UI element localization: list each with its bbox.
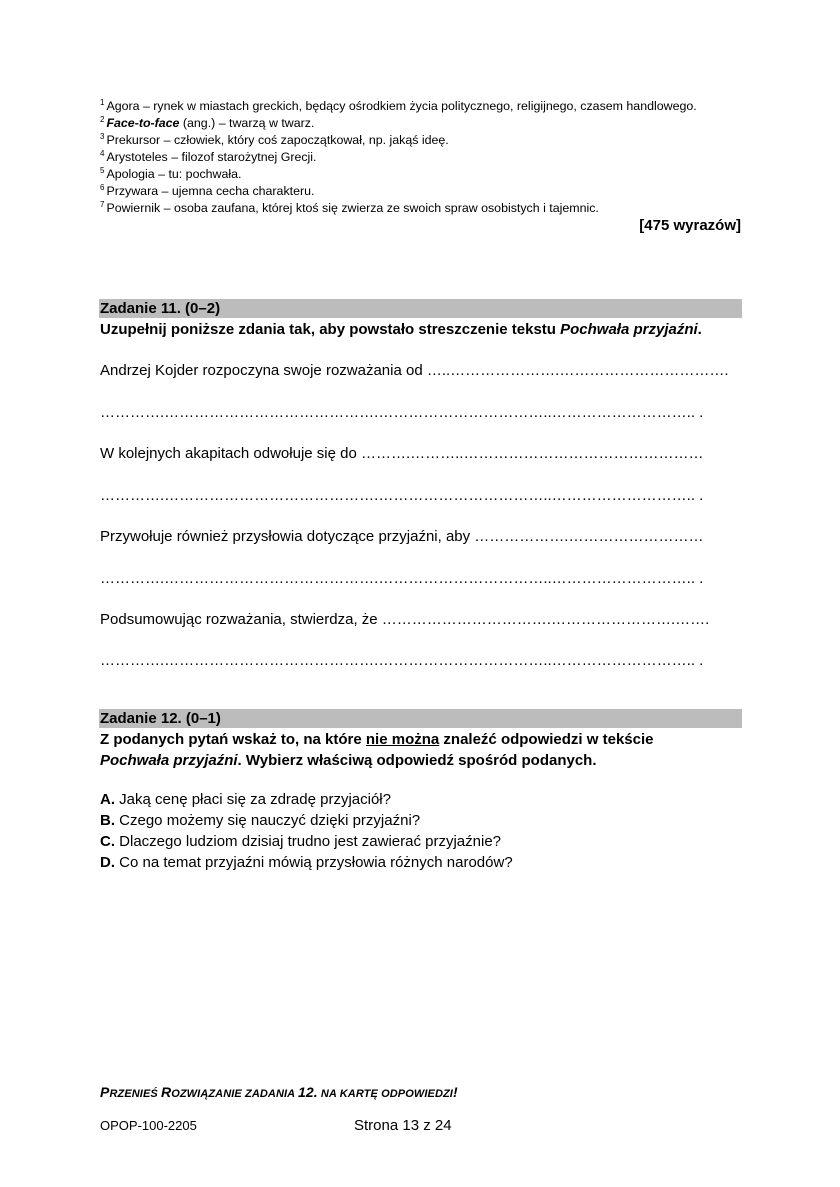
transfer-cap: R: [160, 1084, 172, 1100]
transfer-smallcaps: NA KARTĘ ODPOWIEDZI: [317, 1088, 453, 1100]
transfer-cap: !: [452, 1084, 458, 1100]
option-text: Dlaczego ludziom dzisiaj trudno jest zawierać przyjaźnie?: [115, 833, 502, 850]
instruction-text: Uzupełnij poniższe zdania tak, aby powstało streszczenie tekstu: [100, 321, 561, 338]
footnote-definition: – człowiek, który coś zapoczątkował, np. jakąś ideę.: [160, 133, 449, 147]
exam-code: OPOP-100-2205: [100, 1118, 197, 1133]
footnote-number: 7: [100, 200, 105, 209]
answer-line-6[interactable]: ………….…………………………………….……………………………..……………………….. .: [100, 570, 704, 587]
footnote-number: 3: [100, 132, 105, 141]
footnote-7: [100, 200, 760, 217]
instruction-text: .: [697, 321, 702, 338]
footnote-5: [100, 166, 760, 183]
answer-line-8[interactable]: ………….…………………………………….……………………………..……………………….. .: [100, 652, 704, 669]
footnote-number: 1: [100, 98, 105, 107]
option-letter: D.: [100, 854, 115, 871]
answer-options: [100, 789, 745, 873]
footnote-4: [100, 149, 760, 166]
footnote-term: Arystoteles: [106, 150, 168, 164]
option-a[interactable]: [100, 789, 745, 810]
option-text: Jaką cenę płaci się za zdradę przyjaciół?: [115, 791, 391, 808]
transfer-note: [100, 1084, 458, 1100]
answer-line-2[interactable]: ………….…………………………………….……………………………..……………………….. .: [100, 404, 704, 421]
footnote-number: 4: [100, 149, 105, 158]
transfer-cap: P: [100, 1084, 110, 1100]
option-letter: B.: [100, 812, 115, 829]
option-text: Czego możemy się nauczyć dzięki przyjaźni?: [115, 812, 421, 829]
footnote-2: [100, 115, 760, 132]
task-11-header: Zadanie 11. (0–2): [99, 299, 742, 318]
task-12-header: Zadanie 12. (0–1): [99, 709, 742, 728]
text-title: Pochwała przyjaźni: [100, 752, 238, 769]
footnote-term: Face-to-face: [106, 116, 180, 130]
footnote-term: Przywara: [106, 184, 159, 198]
option-text: Co na temat przyjaźni mówią przysłowia różnych narodów?: [115, 854, 513, 871]
option-d[interactable]: [100, 852, 745, 873]
footnote-term: Apologia: [106, 167, 155, 181]
transfer-smallcaps: OZWIĄZANIE ZADANIA: [171, 1088, 298, 1100]
footnotes: [100, 98, 760, 217]
answer-line-5[interactable]: Przywołuje również przysłowia dotyczące przyjaźni, aby ……………….………………………: [100, 528, 704, 545]
instruction-text: . Wybierz właściwą odpowiedź spośród podanych.: [237, 752, 597, 769]
footnote-definition: – osoba zaufana, której ktoś się zwierza ze swoich spraw osobistych i tajemnic.: [160, 201, 599, 215]
answer-line-3[interactable]: W kolejnych akapitach odwołuje się do ……….………..…………………………………………: [100, 445, 704, 462]
footnote-6: [100, 183, 760, 200]
option-b[interactable]: [100, 810, 745, 831]
text-title: Pochwała przyjaźni: [560, 321, 698, 338]
instruction-text: Z podanych pytań wskaż to, na które: [100, 731, 366, 748]
task-12-instruction: [100, 729, 745, 771]
transfer-smallcaps: RZENIEŚ: [109, 1088, 161, 1100]
footnote-definition: – filozof starożytnej Grecji.: [167, 150, 317, 164]
task-11-instruction: [100, 319, 745, 340]
footnote-term: Agora: [106, 99, 140, 113]
footnote-definition: – rynek w miastach greckich, będący ośrodkiem życia politycznego, religijnego, czasem handlowego.: [139, 99, 697, 113]
instruction-text: znaleźć odpowiedzi w tekście: [439, 731, 654, 748]
footnote-term: Prekursor: [106, 133, 161, 147]
footnote-number: 5: [100, 166, 105, 175]
footnote-definition: – ujemna cecha charakteru.: [158, 184, 315, 198]
footnote-number: 2: [100, 115, 105, 124]
word-count: [475 wyrazów]: [639, 217, 741, 234]
footnote-number: 6: [100, 183, 105, 192]
page-number: Strona 13 z 24: [354, 1117, 452, 1134]
footnote-term: Powiernik: [106, 201, 161, 215]
answer-line-7[interactable]: Podsumowując rozważania, stwierdza, że …………………………….…………………….…….: [100, 611, 710, 628]
footnote-definition: – tu: pochwała.: [154, 167, 242, 181]
option-c[interactable]: [100, 831, 745, 852]
answer-line-4[interactable]: ………….…………………………………….……………………………..……………………….. .: [100, 487, 704, 504]
footnote-1: [100, 98, 760, 115]
option-letter: A.: [100, 791, 115, 808]
footnote-definition: (ang.) – twarzą w twarz.: [179, 116, 315, 130]
answer-line-1[interactable]: Andrzej Kojder rozpoczyna swoje rozważania od …..………………….…………………………….: [100, 362, 729, 379]
footnote-3: [100, 132, 760, 149]
option-letter: C.: [100, 833, 115, 850]
emphasis-underlined: nie można: [365, 731, 440, 748]
transfer-cap: 12.: [297, 1084, 318, 1100]
